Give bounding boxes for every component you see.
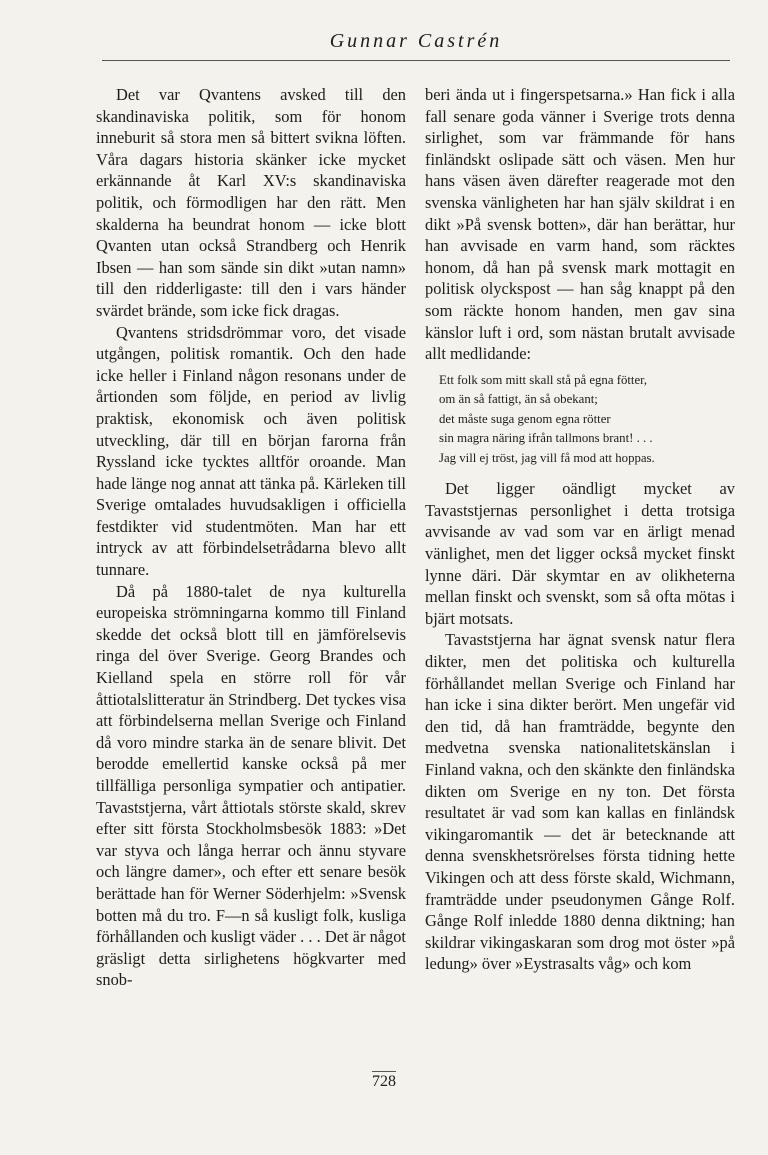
poem-line: det måste suga genom egna rötter xyxy=(439,411,611,426)
right-column xyxy=(425,84,735,975)
paragraph-continuation: beri ända ut i fingerspetsarna.» Han fick i alla fall senare goda vänner i Sverige trots denna sirlighet, som var främmande för hans finländskt oslipade sätt och väsen. Men hur hans väsen även därefter reagerade mot den svenska vänligheten har han själv skildrat i en dikt »På svensk botten», där han berättar, hur han avvisade en varm hand, som räcktes honom, då han på svensk mark mottagit en politisk olyckspost — han såg knappt på den som räckte honom handen, men gav sina känslor luft i ord, som nästan brutalt avvisade allt medlidande: xyxy=(425,85,735,364)
poem-line: Jag vill ej tröst, jag vill få mod att hoppas. xyxy=(439,450,655,465)
poem-line: sin magra näring ifrån tallmons brant! . . . xyxy=(439,431,653,446)
paragraph-viking-romanticism: Tavaststjerna har ägnat svensk natur flera dikter, men det politiska och kulturella förhållandet mellan Sverige och Finland har han icke i sina dikter berört. Men ungefär vid den tid, då han framträdde, begynte den medvetna svenska nationalitetskänslan i Finland vakna, och den skänkte den finländska dikten om Sverige en ny ton. Det första resultatet är vad som kan kallas en finländsk vikingaromantik — det är betecknande att denna svenskhetsrörelses första tidning hette Vikingen och att dess förste skald, Wichmann, framträdde under pseudonymen Gånge Rolf. Gånge Rolf inledde 1880 denna diktning; han skildrar vikingaskaran som drog mot öster »på ledung» över »Eystrasalts våg» och kom xyxy=(425,630,735,974)
page-number-text: 728 xyxy=(372,1073,396,1090)
running-header: Gunnar Castrén xyxy=(329,30,503,52)
left-column xyxy=(96,84,406,991)
poem-line: om än så fattigt, än så obekant; xyxy=(439,392,598,407)
paragraph-battle-dreams: Qvantens stridsdrömmar voro, det visade utgången, politisk romantik. Och den hade icke heller i Finland någon resonans under de årtionden som följde, en period av livlig praktisk, ekonomisk och även politisk utveckling, där till en början farorna från Ryssland icke tycktes alltför oroande. Man hade länge nog annat att tänka på. Kärleken till Sverige omtalades huvudsakligen i officiella festdikter vid studentmöten. Man har ett intryck av att förbindelsetrådarna blevo allt tunnare. xyxy=(96,322,406,580)
paragraph-eighties: Då på 1880-talet de nya kulturella europeiska strömningarna kommo till Finland skedde det också blott till en jämförelsevis ringa del över Sverige. Georg Brandes och Kielland spela en större roll för vår åttiotalslitteratur än Strindberg. Det tyckes visa att förbindelserna mellan Sverige och Finland då voro mindre starka än de senare blivit. Det berodde emellertid kanske också på mer tillfälliga personliga sympatier och antipatier. Tavaststjerna, vårt åttiotals störste skald, skrev efter sitt första Stockholmsbesök 1883: »Det var styva och långa herrar och ännu styvare och längre damer», och efter ett senare besök berättade han för Werner Söderhjelm: »Svensk botten må du tro. F—n så kusligt folk, kusliga förhållanden och kusligt väder . . . Det är något gräsligt detta sirlighetens högkvarter med snob- xyxy=(96,581,406,990)
header-rule xyxy=(102,60,730,61)
page-number xyxy=(0,1073,768,1091)
poem-line: Ett folk som mitt skall stå på egna fötter, xyxy=(439,372,648,387)
paragraph-tavaststjerna-personality: Det ligger oändligt mycket av Tavaststjernas personlighet i detta trotsiga avvisande av vad som var en ärligt menad vänlighet, men det ligger också mycket finskt lynne däri. Där skymtar en av olikheterna mellan finskt och svenskt, som så ofta mötas i bjärt motsats. xyxy=(425,479,735,628)
paragraph-qvanten-farewell: Det var Qvantens avsked till den skandinaviska politik, som för honom inneburit så stora men så bittert svikna löften. Våra dagars historia skänker icke mycket erkännande åt Karl XV:s skandinaviska politik, och förmodligen har den rätt. Men skalderna ha beundrat honom — icke blott Qvanten utan också Strandberg och Henrik Ibsen — han som sände sin dikt »utan namn» till den ridderligaste: till den i vars händer svärdet brände, som icke fick dragas. xyxy=(96,85,406,320)
poem-quote xyxy=(439,371,735,469)
